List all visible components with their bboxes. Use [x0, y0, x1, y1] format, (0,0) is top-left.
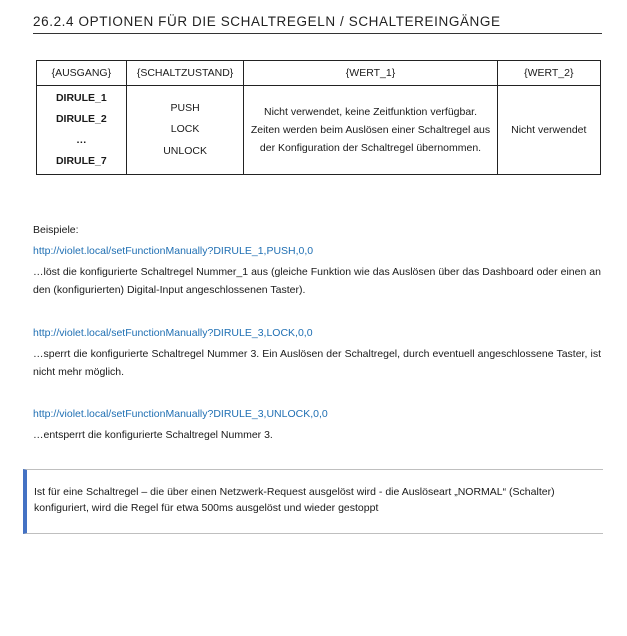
rule-list — [37, 88, 126, 172]
cell-ausgang — [37, 86, 127, 175]
state-item: PUSH — [170, 101, 200, 114]
note-text: Ist für eine Schaltregel – die über einen Netzwerk-Request ausgelöst wird - die Auslöseart „NORMAL“ (Schalter) konfiguriert, wird die Regel für etwa 500ms ausgelöst und wieder gestoppt — [34, 486, 555, 514]
example-description: …sperrt die konfigurierte Schaltregel Nummer 3. Ein Auslösen der Schaltregel, durch eventuell angeschlossene Taster, ist nicht mehr möglich. — [33, 348, 601, 378]
state-item: LOCK — [170, 123, 200, 136]
table-header-row — [37, 61, 601, 86]
cell-wert-1: Nicht verwendet, keine Zeitfunktion verfügbar. Zeiten werden beim Auslösen einer Schaltregel aus der Konfiguration der Schaltregel übernommen. — [244, 86, 497, 175]
rule-item: … — [76, 134, 87, 146]
section-heading: 26.2.4 OPTIONEN FÜR DIE SCHALTREGELN / SCHALTEREINGÄNGE — [33, 14, 602, 34]
header-wert-1: {WERT_1} — [244, 61, 497, 86]
table-row — [37, 86, 601, 175]
examples-label: Beispiele: — [33, 224, 79, 236]
example-link[interactable]: http://violet.local/setFunctionManually?DIRULE_3,UNLOCK,0,0 — [33, 408, 328, 420]
cell-schaltzustand — [126, 86, 244, 175]
rule-item: DIRULE_1 — [55, 92, 107, 104]
parameter-table — [36, 60, 601, 175]
header-wert-2: {WERT_2} — [497, 61, 600, 86]
example-description: …löst die konfigurierte Schaltregel Nummer_1 aus (gleiche Funktion wie das Auslösen über das Dashboard oder einen an den (konfigurierten) Digital-Input angeschlossenen Taster). — [33, 266, 601, 296]
rule-item: DIRULE_2 — [55, 113, 107, 125]
header-ausgang: {AUSGANG} — [37, 61, 127, 86]
state-list — [127, 98, 244, 163]
rule-item: DIRULE_7 — [55, 155, 107, 167]
header-schaltzustand: {SCHALTZUSTAND} — [126, 61, 244, 86]
note-box — [23, 469, 603, 534]
example-link[interactable]: http://violet.local/setFunctionManually?DIRULE_3,LOCK,0,0 — [33, 327, 313, 339]
cell-wert-2: Nicht verwendet — [497, 86, 600, 175]
example-description: …entsperrt die konfigurierte Schaltregel Nummer 3. — [33, 429, 273, 441]
example-link[interactable]: http://violet.local/setFunctionManually?DIRULE_1,PUSH,0,0 — [33, 245, 314, 257]
state-item: UNLOCK — [163, 144, 207, 157]
